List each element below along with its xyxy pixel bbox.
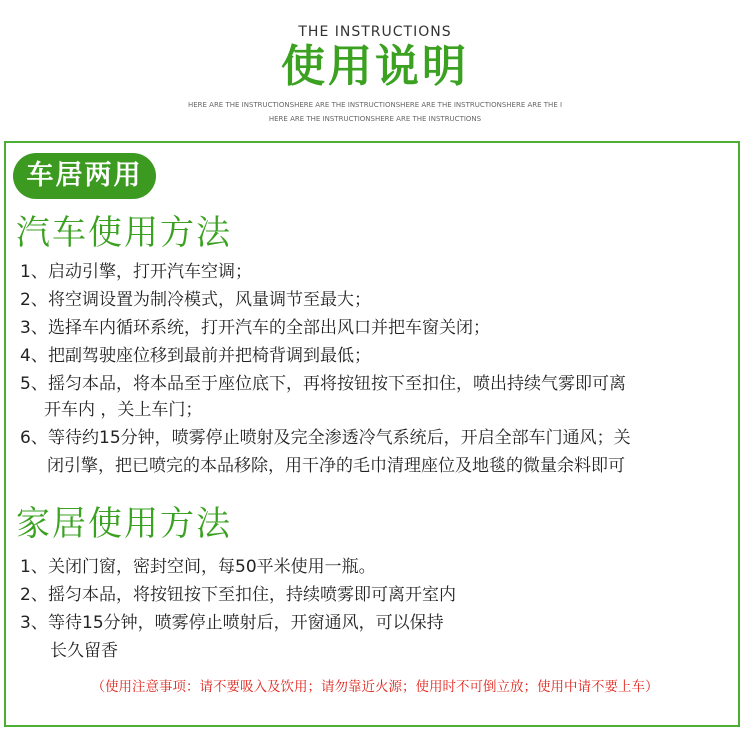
car-step-6-continued: 闭引擎，把已喷完的本品移除，用干净的毛巾清理座位及地毯的微量余料即可 bbox=[47, 456, 625, 476]
car-step-4: 4、把副驾驶座位移到最前并把椅背调到最低； bbox=[20, 346, 371, 366]
car-step-5-continued: 开车内 ，关上车门； bbox=[44, 400, 203, 420]
car-step-6: 6、等待约15分钟，喷雾停止喷射及完全渗透冷气系统后，开启全部车门通风；关 bbox=[20, 428, 631, 448]
caution-note: （使用注意事项：请不要吸入及饮用；请勿靠近火源；使用时不可倒立放；使用中请不要上车） bbox=[91, 679, 659, 695]
car-usage-title: 汽车使用方法 bbox=[16, 213, 232, 253]
decorative-caption-line-2: HERE ARE THE INSTRUCTIONSHERE ARE THE INSTRUCTIONS bbox=[268, 115, 482, 123]
home-usage-title: 家居使用方法 bbox=[16, 504, 232, 544]
chinese-title: 使用说明 bbox=[281, 41, 469, 92]
home-step-1: 1、关闭门窗，密封空间，每50平米使用一瓶。 bbox=[20, 557, 376, 577]
usage-badge: 车居两用 bbox=[13, 153, 156, 199]
home-step-3: 3、等待15分钟，喷雾停止喷射后，开窗通风，可以保持 bbox=[20, 613, 444, 633]
decorative-caption-line-1: HERE ARE THE INSTRUCTIONSHERE ARE THE INSTRUCTIONSHERE ARE THE INSTRUCTIONSHERE ARE THE I bbox=[187, 101, 563, 109]
car-step-2: 2、将空调设置为制冷模式，风量调节至最大； bbox=[20, 290, 371, 310]
car-step-3: 3、选择车内循环系统，打开汽车的全部出风口并把车窗关闭； bbox=[20, 318, 490, 338]
english-title: THE INSTRUCTIONS bbox=[298, 24, 452, 40]
car-step-5: 5、摇匀本品，将本品至于座位底下，再将按钮按下至扣住，喷出持续气雾即可离 bbox=[20, 374, 626, 394]
home-step-3-continued: 长久留香 bbox=[50, 641, 118, 661]
home-step-2: 2、摇匀本品，将按钮按下至扣住，持续喷雾即可离开室内 bbox=[20, 585, 456, 605]
car-step-1: 1、启动引擎，打开汽车空调； bbox=[20, 262, 252, 282]
